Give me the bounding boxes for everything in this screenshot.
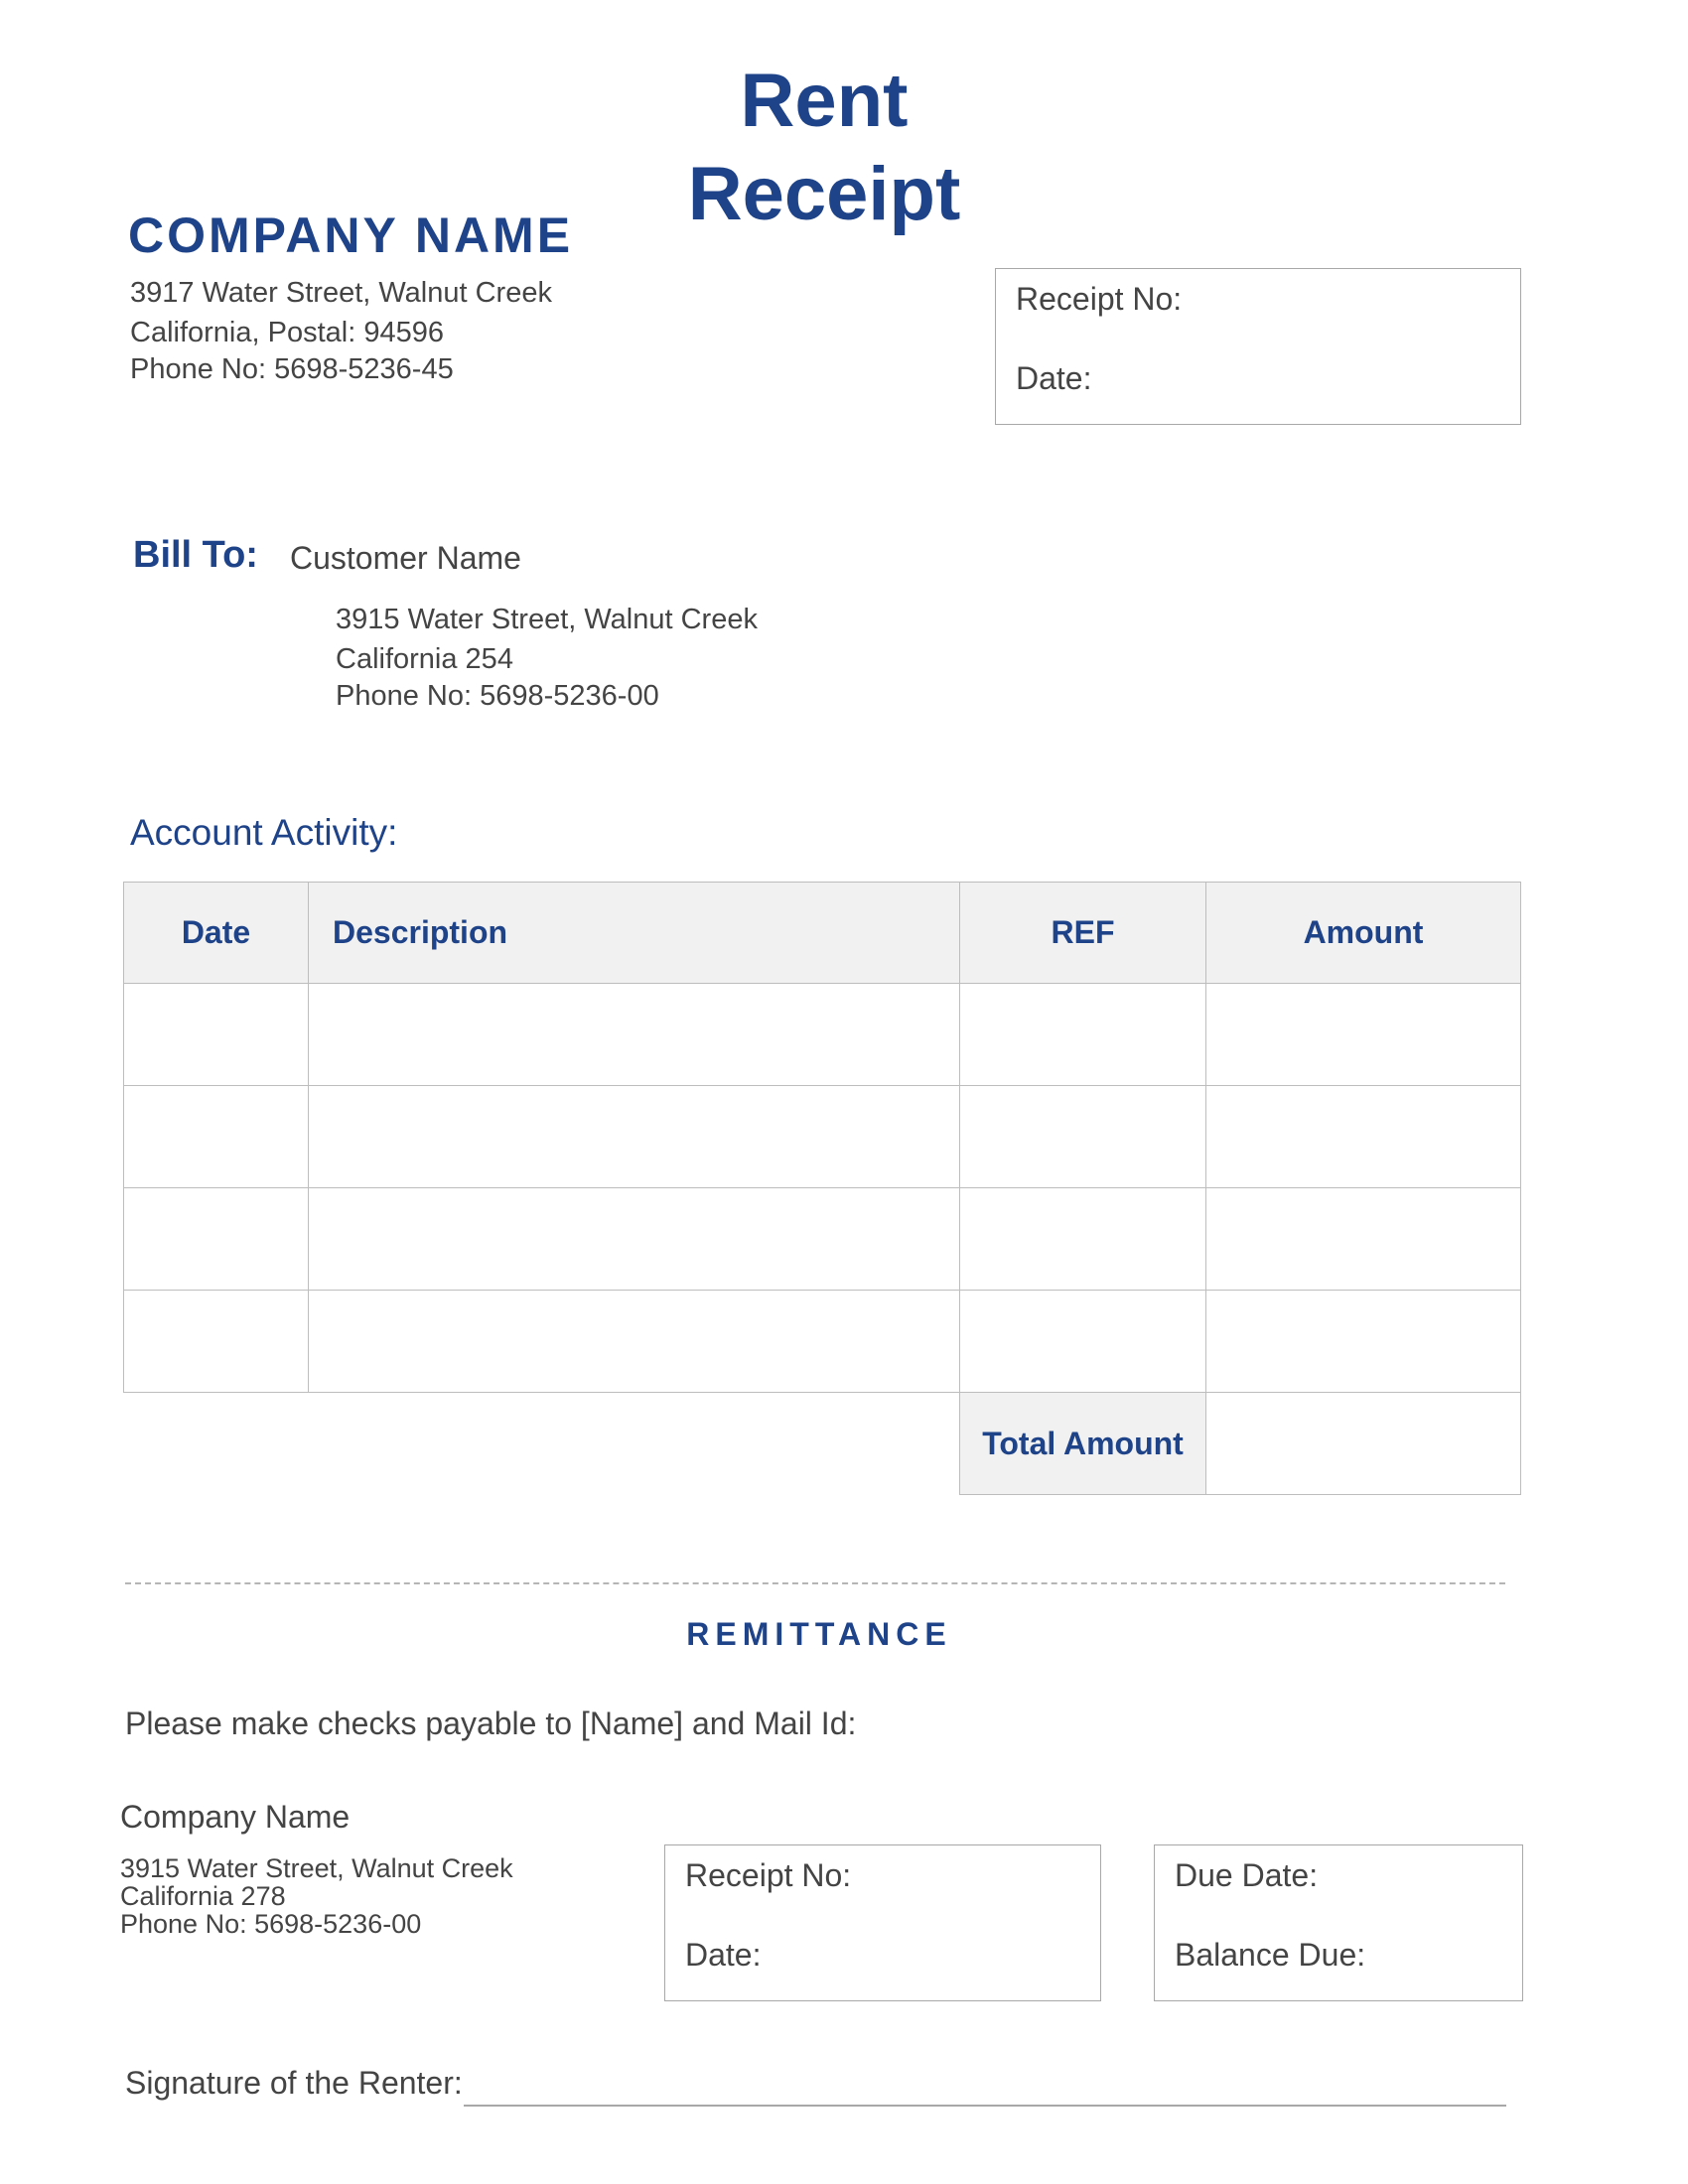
document-title-wrap [596,55,1053,236]
company-address-line1: 3917 Water Street, Walnut Creek [130,277,552,309]
column-header-ref: REF [960,883,1206,984]
row-description-cell[interactable] [309,1291,960,1393]
account-activity-heading: Account Activity: [130,812,398,853]
document-title: Rent Receipt [687,59,961,236]
customer-address-line2: California 254 [336,643,513,675]
receipt-no-label: Receipt No: [1016,281,1183,317]
total-amount-value[interactable] [1206,1393,1521,1495]
row-amount-cell[interactable] [1206,1188,1521,1291]
balance-due-label: Balance Due: [1175,1937,1366,1973]
row-description-cell[interactable] [309,1086,960,1188]
column-header-date: Date [124,883,309,984]
bill-to-label: Bill To: [133,534,258,576]
customer-phone: Phone No: 5698-5236-00 [336,680,659,712]
customer-address [336,600,758,713]
remittance-instructions: Please make checks payable to [Name] and Mail Id: [125,1706,857,1741]
signature-label: Signature of the Renter: [125,2065,463,2101]
total-amount-label: Total Amount [960,1393,1206,1495]
remittance-company-address [120,1854,513,1938]
receipt-date-label: Date: [1016,360,1092,396]
row-amount-cell[interactable] [1206,1291,1521,1393]
row-description-cell[interactable] [309,984,960,1086]
remittance-date-label: Date: [685,1937,762,1973]
table-header-row [124,883,1521,984]
column-header-description: Description [309,883,960,984]
company-address-line2: California, Postal: 94596 [130,317,444,348]
remittance-due-box [1154,1844,1523,2001]
table-row [124,984,1521,1086]
row-ref-cell[interactable] [960,1086,1206,1188]
table-row [124,1291,1521,1393]
row-date-cell[interactable] [124,984,309,1086]
remittance-divider [125,1582,1505,1584]
receipt-info-box [995,268,1521,425]
row-ref-cell[interactable] [960,984,1206,1086]
customer-address-line1: 3915 Water Street, Walnut Creek [336,604,758,635]
due-date-label: Due Date: [1175,1857,1319,1893]
remittance-address-line2: California 278 [120,1881,286,1911]
company-phone: Phone No: 5698-5236-45 [130,353,454,385]
company-name: COMPANY NAME [128,207,574,263]
remittance-receipt-no-label: Receipt No: [685,1857,852,1893]
row-date-cell[interactable] [124,1291,309,1393]
row-date-cell[interactable] [124,1086,309,1188]
column-header-amount: Amount [1206,883,1521,984]
row-ref-cell[interactable] [960,1188,1206,1291]
company-address [130,273,552,386]
remittance-company-name: Company Name [120,1799,351,1835]
total-row-spacer [124,1393,960,1495]
account-activity-table [123,882,1521,1495]
row-date-cell[interactable] [124,1188,309,1291]
remittance-phone: Phone No: 5698-5236-00 [120,1909,422,1939]
row-amount-cell[interactable] [1206,1086,1521,1188]
total-row [124,1393,1521,1495]
row-description-cell[interactable] [309,1188,960,1291]
row-ref-cell[interactable] [960,1291,1206,1393]
table-row [124,1188,1521,1291]
table-row [124,1086,1521,1188]
signature-line[interactable] [464,2105,1506,2107]
row-amount-cell[interactable] [1206,984,1521,1086]
remittance-address-line1: 3915 Water Street, Walnut Creek [120,1853,513,1883]
customer-name: Customer Name [290,540,521,576]
remittance-heading: REMITTANCE [686,1616,952,1652]
remittance-receipt-box [664,1844,1101,2001]
